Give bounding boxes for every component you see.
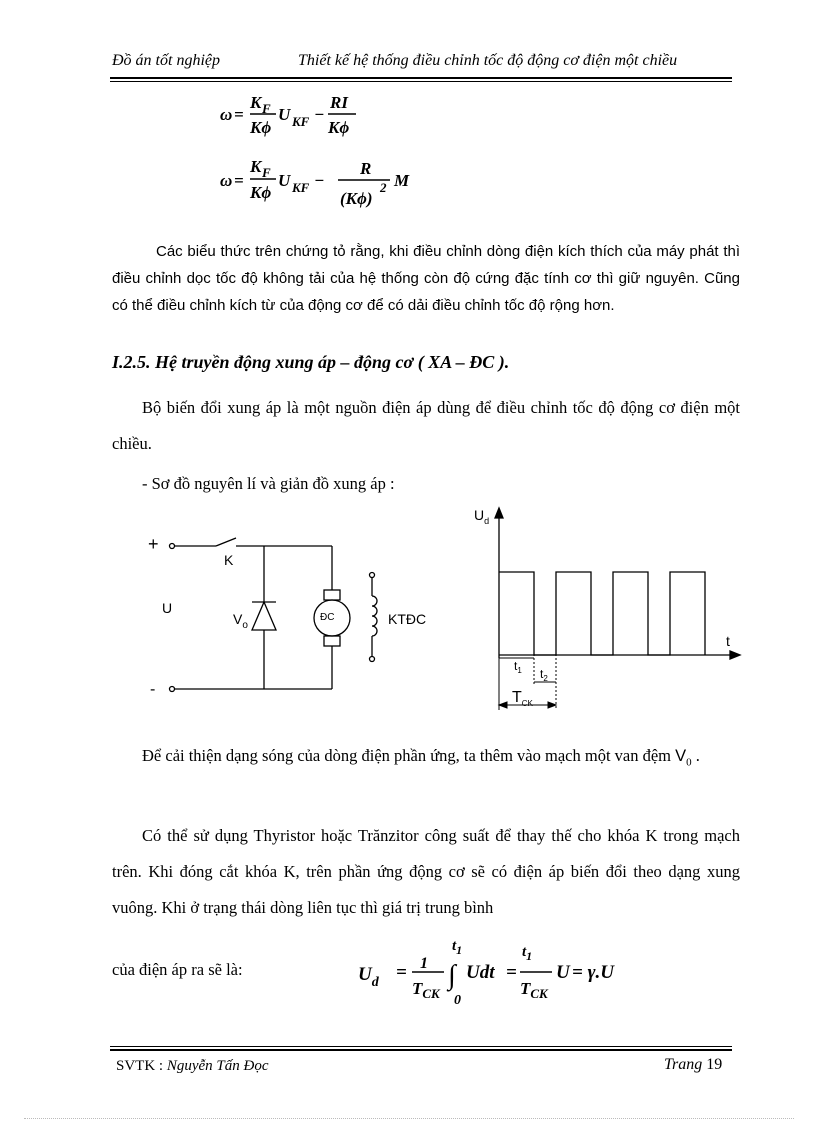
svg-text:Kϕ: Kϕ <box>250 118 272 137</box>
minus-terminal: - <box>150 681 156 698</box>
svg-text:=: = <box>234 105 244 124</box>
svg-text:KF: KF <box>292 114 310 129</box>
svg-text:(Kϕ): (Kϕ) <box>340 189 373 208</box>
svg-text:0: 0 <box>454 993 461 1008</box>
formula-omega-1 <box>210 88 440 144</box>
svg-text:K: K <box>250 93 262 112</box>
svg-text:F: F <box>262 165 271 180</box>
svg-text:Udt: Udt <box>466 962 495 983</box>
circuit-diagram <box>140 528 450 708</box>
paragraph-5: Có thể sử dụng Thyristor hoặc Trănzitor công suất để thay thế cho khóa K trong mạch trên. Khi đóng cắt khóa K, trên phần ứng động cơ sẽ có điện áp biến đổi theo dạng xung vuông. Khi ở trạng thái dòng liên tục thì giá trị trung bình <box>112 826 740 917</box>
svg-text:U: U <box>278 105 291 124</box>
waveform-y-label: $U_d$ <box>474 507 490 526</box>
svg-text:−: − <box>314 105 325 124</box>
svg-text:−: − <box>314 171 325 190</box>
header-right: Thiết kế hệ thống điều chỉnh tốc độ động cơ điện một chiều <box>298 52 678 69</box>
page-edge-dots <box>24 1118 794 1119</box>
omega-symbol: ω <box>220 105 233 124</box>
footer-page: Trang 19 <box>664 1056 723 1073</box>
svg-text:∫: ∫ <box>448 960 456 991</box>
waveform-diagram <box>468 500 748 718</box>
svg-text:Kϕ: Kϕ <box>250 183 272 202</box>
t2-label: $t_2$ <box>540 667 548 683</box>
section-heading: I.2.5. Hệ truyền động xung áp – động cơ ( XA – ĐC ). <box>112 352 510 372</box>
formula-ud <box>356 928 626 1010</box>
plus-terminal: + <box>148 534 159 554</box>
header-left: Đồ án tốt nghiệp <box>112 52 220 69</box>
svg-text:=: = <box>506 962 517 983</box>
svg-text:1: 1 <box>420 955 428 972</box>
header-rule <box>110 77 732 79</box>
source-label: U <box>162 600 173 616</box>
paragraph-6: của điện áp ra sẽ là: <box>112 960 243 979</box>
switch-label: K <box>224 552 234 568</box>
svg-text:= γ.U: = γ.U <box>572 962 614 983</box>
svg-text:TCK: $T_{CK}$ <box>412 979 440 1001</box>
diode-label: $V_o$ <box>233 611 248 631</box>
svg-text:t1: $t_1$ <box>452 938 463 957</box>
footer-rule <box>110 1049 732 1051</box>
paragraph-2: Bộ biến đổi xung áp là một nguồn điện áp dùng để điều chỉnh tốc độ động cơ điện một chiều. <box>112 398 740 453</box>
svg-text:=: = <box>396 962 407 983</box>
svg-text:F: F <box>262 101 271 116</box>
footer-author: SVTK : Nguyễn Tấn Đọc <box>116 1058 269 1074</box>
pulse-train <box>499 572 705 655</box>
waveform-x-label: t <box>726 633 730 649</box>
t1-label: $t_1$ <box>514 659 522 675</box>
svg-text:U: U <box>556 962 570 983</box>
pulse-waveform <box>499 572 705 655</box>
svg-text:2: 2 <box>380 180 387 195</box>
paragraph-4: Để cải thiện dạng sóng của dòng điện phần ứng, ta thêm vào mạch một van đệm $V_0$ . <box>142 746 700 769</box>
paragraph-1: Các biểu thức trên chứng tỏ rằng, khi điều chỉnh dòng điện kích thích của máy phát thì điều chỉnh dọc tốc độ không tải của hệ thống còn độ cứng đặc tính cơ thì giữ nguyên. Cũng có thể điều chỉnh kích từ của động cơ để có dải điều chỉnh tốc độ rộng hơn. <box>112 243 740 314</box>
svg-text:ω: ω <box>220 171 233 190</box>
svg-text:RI: RI <box>330 93 348 112</box>
svg-text:=: = <box>234 171 244 190</box>
page-number: 19 <box>706 1056 723 1073</box>
svg-text:U: U <box>278 171 291 190</box>
svg-text:Kϕ: Kϕ <box>328 118 350 137</box>
field-winding-label: KTĐC <box>388 611 427 627</box>
svg-text:KF: KF <box>292 180 310 195</box>
tck-label: $T_{CK}$ <box>512 689 533 708</box>
svg-text:K: K <box>250 157 262 176</box>
svg-text:M: M <box>394 171 410 190</box>
motor-label: ĐC <box>320 612 335 623</box>
svg-text:Ud: $U_d$ <box>358 964 379 990</box>
header-rule-thin <box>110 81 732 82</box>
footer-rule-thin <box>110 1046 732 1047</box>
formula-omega-2 <box>210 152 450 222</box>
paragraph-3: - Sơ đồ nguyên lí và giản đồ xung áp : <box>142 474 395 493</box>
svg-text:TCK: $T_{CK}$ <box>520 979 548 1001</box>
svg-text:t1: $t_1$ <box>522 944 533 963</box>
svg-text:R: R <box>360 159 372 178</box>
